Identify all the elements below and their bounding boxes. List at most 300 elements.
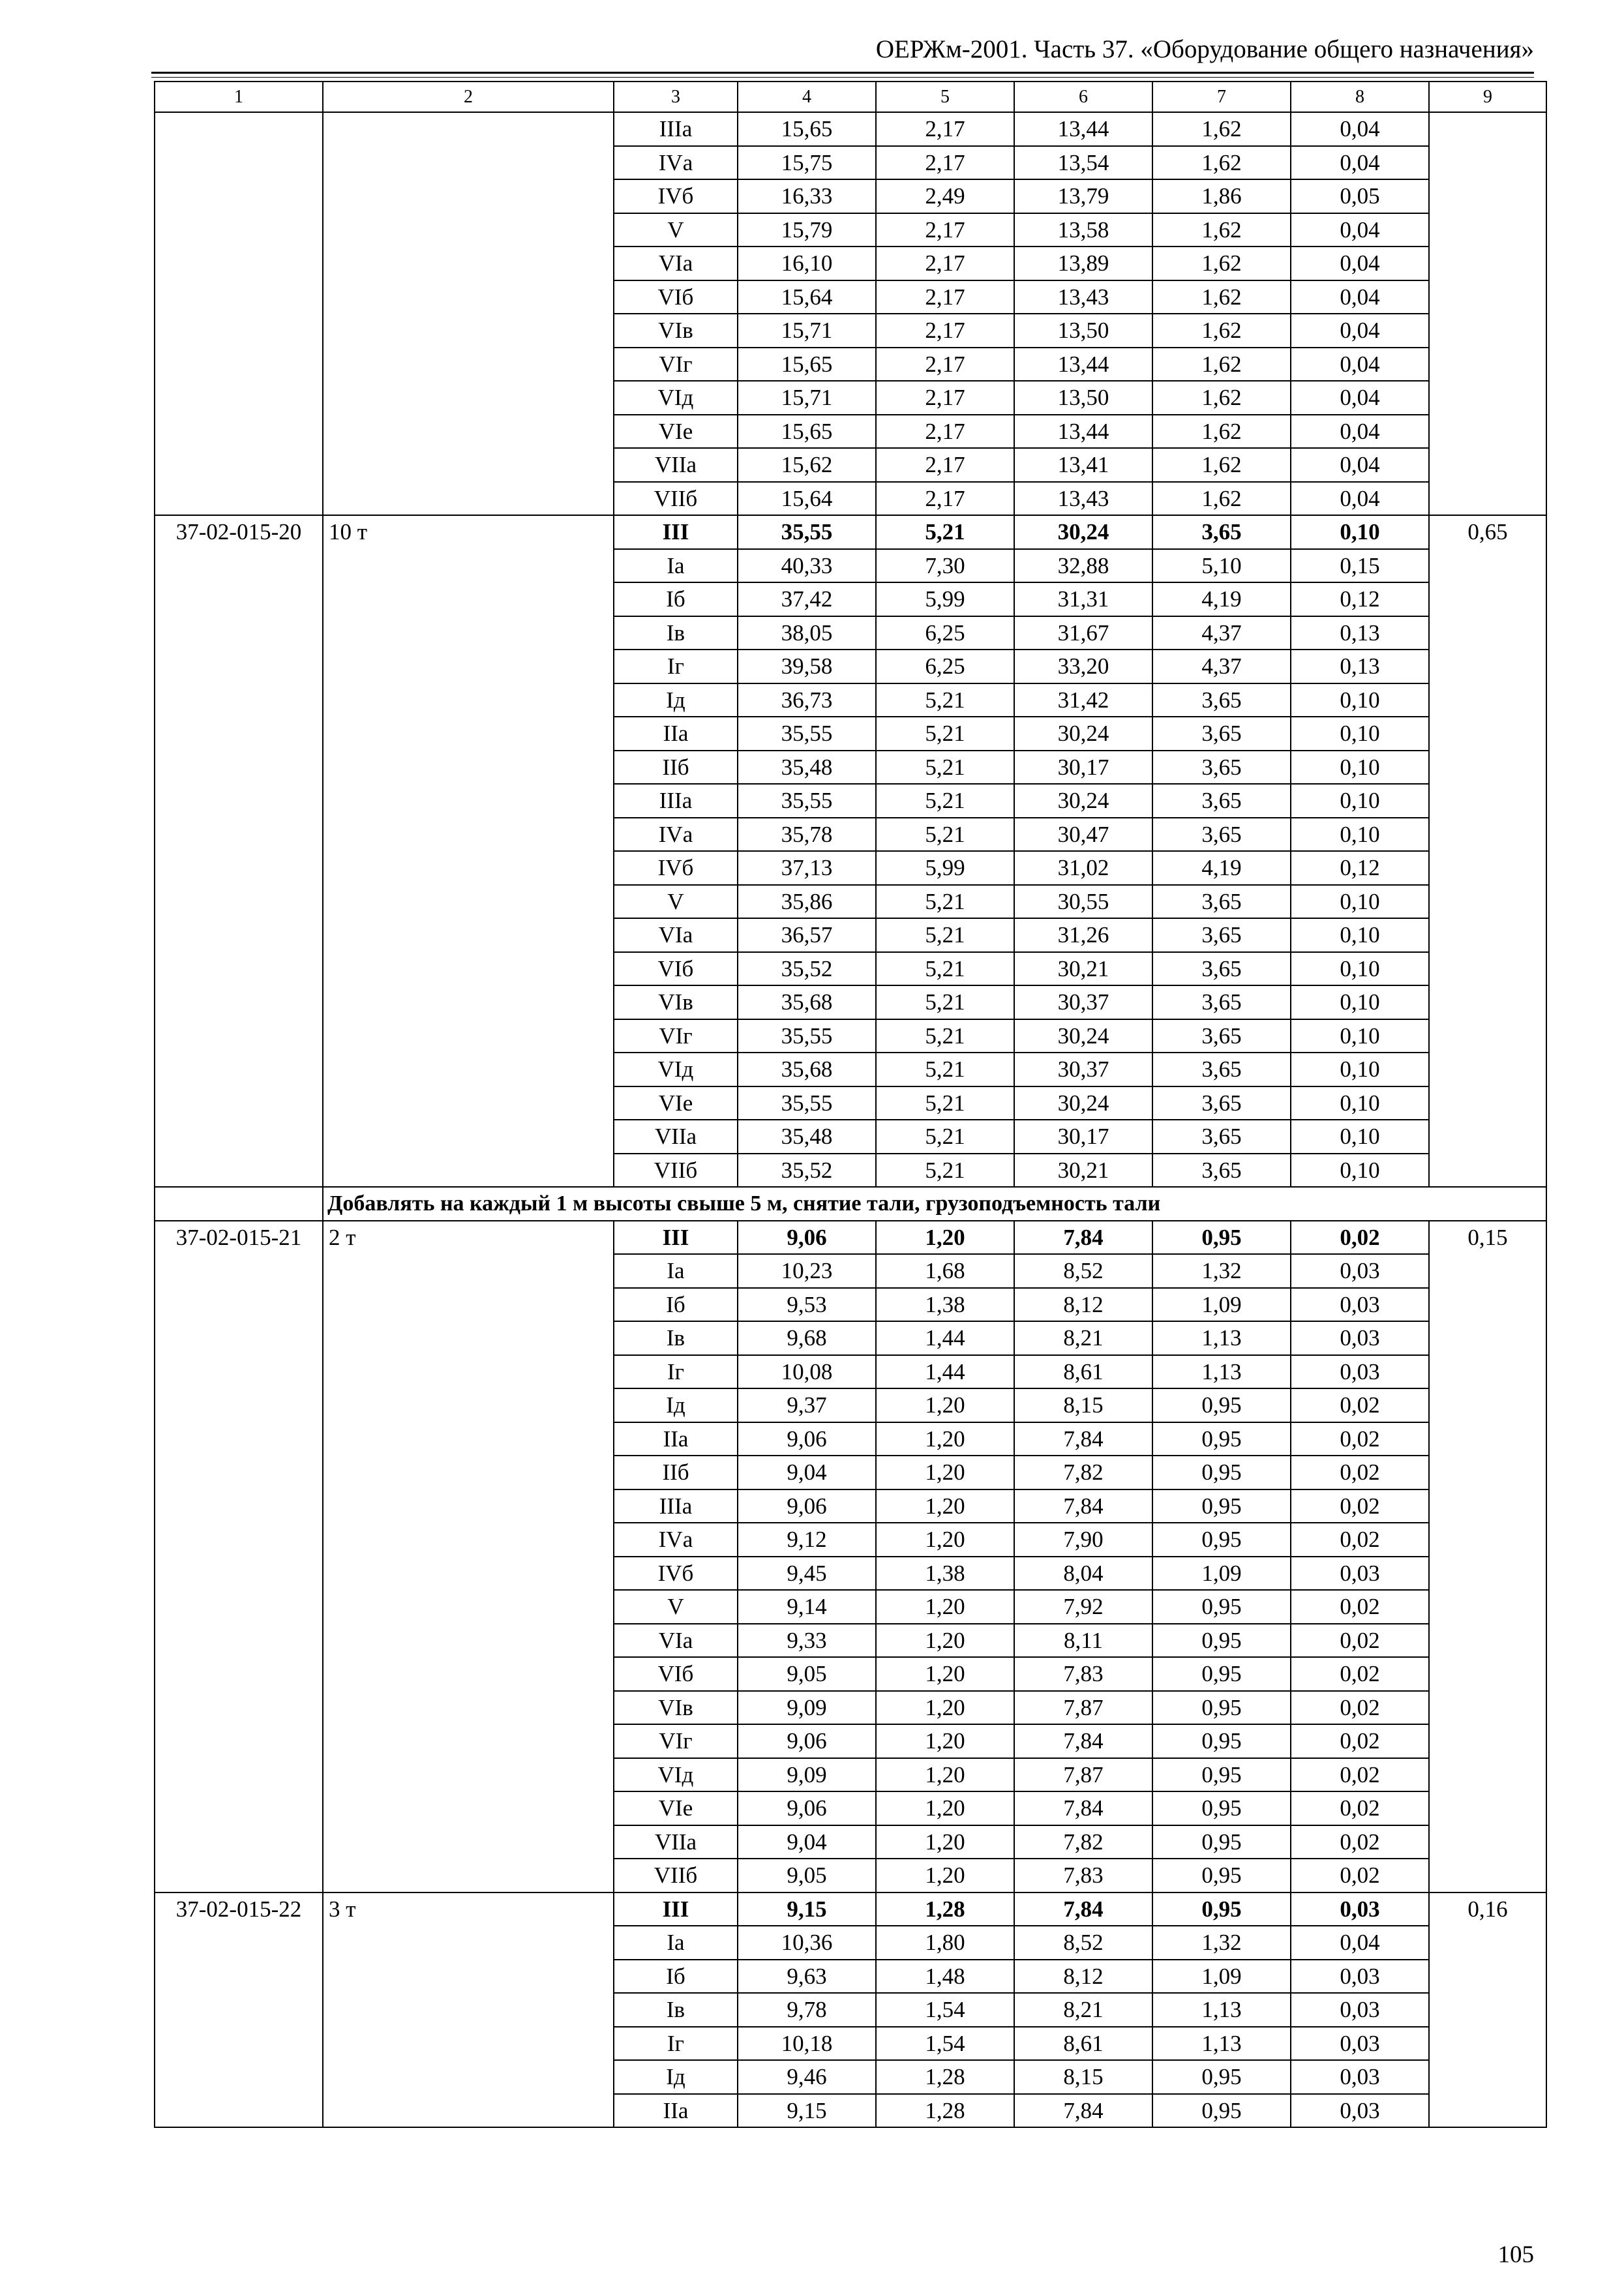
cost-value: 1,20 [876,1388,1014,1422]
temperature-zone: IVа [614,146,738,180]
cost-value: 1,38 [876,1288,1014,1322]
cost-value: 4,37 [1152,650,1291,683]
column-number: 7 [1152,82,1291,112]
cost-value: 8,11 [1014,1624,1152,1658]
cost-value: 1,32 [1152,1254,1291,1288]
cost-value: 2,17 [876,348,1014,382]
temperature-zone: IVа [614,1523,738,1557]
cost-value: 3,65 [1152,1086,1291,1120]
cost-value: 1,13 [1152,1993,1291,2027]
cost-value: 0,13 [1291,650,1429,683]
temperature-zone: VIд [614,1758,738,1792]
cost-value: 5,21 [876,885,1014,919]
cost-value: 0,04 [1291,112,1429,146]
column-number: 1 [155,82,323,112]
cost-value: 0,95 [1152,2094,1291,2128]
cost-value: 31,02 [1014,851,1152,885]
column-9-value: 0,15 [1429,1221,1546,1893]
cost-value: 0,10 [1291,515,1429,549]
cost-value: 8,15 [1014,1388,1152,1422]
cost-value: 9,04 [738,1456,876,1489]
cost-value: 5,21 [876,751,1014,785]
temperature-zone: IIб [614,751,738,785]
temperature-zone: VIв [614,314,738,348]
cost-value: 1,54 [876,1993,1014,2027]
cost-value: 5,21 [876,1154,1014,1188]
cost-value: 3,65 [1152,918,1291,952]
cost-value: 5,21 [876,1086,1014,1120]
cost-value: 0,95 [1152,1624,1291,1658]
cost-value: 35,48 [738,1120,876,1154]
cost-value: 0,04 [1291,381,1429,415]
cost-value: 10,23 [738,1254,876,1288]
cost-value: 1,13 [1152,1321,1291,1355]
cost-value: 0,02 [1291,1489,1429,1523]
cost-value: 0,95 [1152,1523,1291,1557]
temperature-zone: VIе [614,1086,738,1120]
cost-value: 0,02 [1291,1657,1429,1691]
cost-value: 0,03 [1291,1893,1429,1926]
cost-value: 0,04 [1291,247,1429,280]
cost-value: 35,78 [738,818,876,852]
cost-value: 5,21 [876,1019,1014,1053]
cost-value: 30,17 [1014,751,1152,785]
temperature-zone: VIв [614,1691,738,1725]
cost-value: 2,17 [876,381,1014,415]
cost-value: 6,25 [876,616,1014,650]
temperature-zone: VIIб [614,482,738,516]
temperature-zone: Iа [614,1926,738,1960]
cost-value: 0,10 [1291,751,1429,785]
cost-value: 13,89 [1014,247,1152,280]
table-row [155,112,1546,146]
cost-value: 5,21 [876,717,1014,751]
cost-value: 15,71 [738,314,876,348]
cost-value: 1,20 [876,1590,1014,1624]
cost-value: 1,20 [876,1221,1014,1255]
cost-value: 1,20 [876,1456,1014,1489]
hoist-capacity: 3 т [323,1893,614,2128]
cost-value: 30,47 [1014,818,1152,852]
cost-value: 30,37 [1014,1053,1152,1086]
cost-value: 0,95 [1152,1388,1291,1422]
cost-value: 2,17 [876,415,1014,449]
cost-value: 5,21 [876,784,1014,818]
cost-value: 0,95 [1152,1590,1291,1624]
cost-value: 1,20 [876,1523,1014,1557]
cost-value: 1,62 [1152,448,1291,482]
cost-value: 0,04 [1291,213,1429,247]
cost-value: 40,33 [738,549,876,583]
cost-value: 8,21 [1014,1993,1152,2027]
cost-value: 0,03 [1291,2060,1429,2094]
cost-value: 5,21 [876,683,1014,717]
cost-value: 0,95 [1152,1893,1291,1926]
table-row [155,515,1546,549]
column-9-value [1429,112,1546,515]
cost-value: 9,45 [738,1557,876,1591]
cost-value: 9,46 [738,2060,876,2094]
cost-value: 5,21 [876,515,1014,549]
cost-value: 15,65 [738,415,876,449]
cost-value: 0,95 [1152,1758,1291,1792]
cost-value: 8,61 [1014,2027,1152,2061]
cost-value: 1,68 [876,1254,1014,1288]
cost-value: 36,73 [738,683,876,717]
cost-value: 0,10 [1291,1086,1429,1120]
cost-value: 0,10 [1291,1120,1429,1154]
cost-value: 4,19 [1152,851,1291,885]
cost-value: 1,13 [1152,2027,1291,2061]
column-number: 2 [323,82,614,112]
cost-value: 13,41 [1014,448,1152,482]
cost-value: 7,84 [1014,1893,1152,1926]
cost-value: 30,24 [1014,515,1152,549]
rate-code [155,112,323,515]
cost-value: 0,02 [1291,1388,1429,1422]
section-heading-row [155,1187,1546,1221]
cost-value: 31,31 [1014,582,1152,616]
cost-value: 13,50 [1014,381,1152,415]
cost-value: 0,02 [1291,1859,1429,1893]
cost-value: 7,83 [1014,1657,1152,1691]
cost-value: 15,71 [738,381,876,415]
cost-value: 0,95 [1152,1221,1291,1255]
temperature-zone: VIг [614,1724,738,1758]
rate-code: 37-02-015-21 [155,1221,323,1893]
temperature-zone: VIе [614,415,738,449]
cost-value: 1,44 [876,1321,1014,1355]
cost-value: 0,04 [1291,1926,1429,1960]
cost-value: 0,02 [1291,1422,1429,1456]
temperature-zone: V [614,885,738,919]
cost-value: 7,82 [1014,1825,1152,1859]
temperature-zone: V [614,1590,738,1624]
cost-value: 3,65 [1152,751,1291,785]
cost-value: 1,13 [1152,1355,1291,1389]
cost-value: 1,28 [876,2060,1014,2094]
cost-value: 8,12 [1014,1288,1152,1322]
cost-value: 10,36 [738,1926,876,1960]
cost-value: 35,55 [738,515,876,549]
cost-value: 39,58 [738,650,876,683]
cost-value: 0,03 [1291,1321,1429,1355]
cost-value: 13,50 [1014,314,1152,348]
cost-value: 31,67 [1014,616,1152,650]
cost-value: 5,21 [876,985,1014,1019]
temperature-zone: IIа [614,1422,738,1456]
temperature-zone: III [614,515,738,549]
cost-value: 0,02 [1291,1724,1429,1758]
temperature-zone: VIа [614,1624,738,1658]
cost-value: 1,20 [876,1859,1014,1893]
cost-value: 7,87 [1014,1691,1152,1725]
cost-value: 32,88 [1014,549,1152,583]
cost-value: 1,09 [1152,1557,1291,1591]
temperature-zone: Iб [614,1288,738,1322]
header-rule-thin [151,77,1534,78]
rates-table-body [155,82,1546,2127]
cost-value: 8,21 [1014,1321,1152,1355]
temperature-zone: Iб [614,582,738,616]
cost-value: 0,10 [1291,1053,1429,1086]
rate-code: 37-02-015-20 [155,515,323,1187]
cost-value: 0,95 [1152,1456,1291,1489]
cost-value: 0,04 [1291,280,1429,314]
cost-value: 1,20 [876,1422,1014,1456]
column-number: 6 [1014,82,1152,112]
cost-value: 8,61 [1014,1355,1152,1389]
cost-value: 13,79 [1014,179,1152,213]
cost-value: 35,68 [738,985,876,1019]
cost-value: 6,25 [876,650,1014,683]
section-heading: Добавлять на каждый 1 м высоты свыше 5 м, снятие тали, грузоподъемность тали [323,1187,1546,1221]
cost-value: 13,44 [1014,348,1152,382]
temperature-zone: VIб [614,1657,738,1691]
cost-value: 2,17 [876,213,1014,247]
temperature-zone: VIIа [614,448,738,482]
cost-value: 2,17 [876,448,1014,482]
cost-value: 0,13 [1291,616,1429,650]
temperature-zone: IVб [614,1557,738,1591]
cost-value: 0,10 [1291,985,1429,1019]
cost-value: 8,15 [1014,2060,1152,2094]
cost-value: 0,02 [1291,1825,1429,1859]
cost-value: 0,10 [1291,683,1429,717]
cost-value: 1,38 [876,1557,1014,1591]
cost-value: 9,78 [738,1993,876,2027]
cost-value: 2,49 [876,179,1014,213]
cost-value: 0,95 [1152,1791,1291,1825]
cost-value: 9,05 [738,1657,876,1691]
cost-value: 15,64 [738,280,876,314]
cost-value: 0,95 [1152,1859,1291,1893]
cost-value: 1,20 [876,1791,1014,1825]
temperature-zone: IIб [614,1456,738,1489]
cost-value: 9,09 [738,1691,876,1725]
cost-value: 9,33 [738,1624,876,1658]
cost-value: 31,26 [1014,918,1152,952]
temperature-zone: Iв [614,616,738,650]
temperature-zone: VIIб [614,1859,738,1893]
cost-value: 30,21 [1014,1154,1152,1188]
cost-value: 0,10 [1291,717,1429,751]
cost-value: 13,44 [1014,112,1152,146]
cost-value: 3,65 [1152,1019,1291,1053]
cost-value: 1,09 [1152,1288,1291,1322]
cost-value: 30,55 [1014,885,1152,919]
cost-value: 1,20 [876,1724,1014,1758]
cost-value: 0,04 [1291,448,1429,482]
cost-value: 36,57 [738,918,876,952]
cost-value: 1,48 [876,1960,1014,1994]
cost-value: 0,95 [1152,1422,1291,1456]
cost-value: 30,24 [1014,717,1152,751]
cost-value: 35,52 [738,952,876,986]
cost-value: 15,65 [738,112,876,146]
cost-value: 7,87 [1014,1758,1152,1792]
cost-value: 1,20 [876,1825,1014,1859]
cost-value: 0,10 [1291,952,1429,986]
cost-value: 13,54 [1014,146,1152,180]
cost-value: 8,12 [1014,1960,1152,1994]
cost-value: 0,02 [1291,1590,1429,1624]
cost-value: 1,80 [876,1926,1014,1960]
cost-value: 3,65 [1152,784,1291,818]
cost-value: 9,09 [738,1758,876,1792]
cost-value: 1,28 [876,2094,1014,2128]
temperature-zone: VIб [614,952,738,986]
section-heading-spacer [155,1187,323,1221]
cost-value: 0,04 [1291,348,1429,382]
hoist-capacity [323,112,614,515]
cost-value: 1,62 [1152,146,1291,180]
cost-value: 3,65 [1152,885,1291,919]
cost-value: 9,14 [738,1590,876,1624]
cost-value: 35,52 [738,1154,876,1188]
cost-value: 0,10 [1291,1154,1429,1188]
cost-value: 5,99 [876,851,1014,885]
cost-value: 1,62 [1152,348,1291,382]
cost-value: 10,08 [738,1355,876,1389]
temperature-zone: IIIа [614,784,738,818]
cost-value: 9,06 [738,1724,876,1758]
cost-value: 5,21 [876,918,1014,952]
temperature-zone: IIа [614,2094,738,2128]
temperature-zone: III [614,1221,738,1255]
temperature-zone: IVа [614,818,738,852]
cost-value: 37,13 [738,851,876,885]
temperature-zone: Iг [614,1355,738,1389]
temperature-zone: VIд [614,1053,738,1086]
cost-value: 3,65 [1152,952,1291,986]
cost-value: 2,17 [876,247,1014,280]
cost-value: 7,92 [1014,1590,1152,1624]
cost-value: 30,21 [1014,952,1152,986]
cost-value: 35,86 [738,885,876,919]
cost-value: 1,20 [876,1657,1014,1691]
cost-value: 0,02 [1291,1221,1429,1255]
temperature-zone: IVб [614,179,738,213]
cost-value: 2,17 [876,146,1014,180]
temperature-zone: IIIа [614,1489,738,1523]
cost-value: 8,04 [1014,1557,1152,1591]
table-row [155,1893,1546,1926]
cost-value: 8,52 [1014,1254,1152,1288]
cost-value: 0,03 [1291,2094,1429,2128]
cost-value: 38,05 [738,616,876,650]
temperature-zone: Iг [614,650,738,683]
cost-value: 0,03 [1291,1254,1429,1288]
cost-value: 16,10 [738,247,876,280]
cost-value: 0,95 [1152,2060,1291,2094]
temperature-zone: Iд [614,2060,738,2094]
cost-value: 3,65 [1152,1053,1291,1086]
cost-value: 0,10 [1291,918,1429,952]
cost-value: 3,65 [1152,985,1291,1019]
cost-value: 0,95 [1152,1489,1291,1523]
cost-value: 3,65 [1152,683,1291,717]
temperature-zone: VIг [614,348,738,382]
cost-value: 1,62 [1152,213,1291,247]
cost-value: 7,83 [1014,1859,1152,1893]
cost-value: 2,17 [876,314,1014,348]
cost-value: 15,62 [738,448,876,482]
cost-value: 7,84 [1014,1221,1152,1255]
rate-code: 37-02-015-22 [155,1893,323,2128]
cost-value: 1,20 [876,1624,1014,1658]
cost-value: 13,43 [1014,280,1152,314]
cost-value: 30,17 [1014,1120,1152,1154]
temperature-zone: V [614,213,738,247]
cost-value: 5,21 [876,818,1014,852]
temperature-zone: Iв [614,1321,738,1355]
temperature-zone: III [614,1893,738,1926]
temperature-zone: Iд [614,1388,738,1422]
cost-value: 8,52 [1014,1926,1152,1960]
cost-value: 9,12 [738,1523,876,1557]
cost-value: 0,04 [1291,314,1429,348]
cost-value: 0,95 [1152,1691,1291,1725]
cost-value: 1,44 [876,1355,1014,1389]
cost-value: 0,10 [1291,784,1429,818]
cost-value: 0,04 [1291,146,1429,180]
cost-value: 2,17 [876,280,1014,314]
cost-value: 0,95 [1152,1657,1291,1691]
column-9-value: 0,16 [1429,1893,1546,2128]
cost-value: 1,62 [1152,482,1291,516]
cost-value: 15,79 [738,213,876,247]
cost-value: 7,30 [876,549,1014,583]
cost-value: 3,65 [1152,818,1291,852]
temperature-zone: VIд [614,381,738,415]
cost-value: 0,05 [1291,179,1429,213]
cost-value: 1,54 [876,2027,1014,2061]
cost-value: 31,42 [1014,683,1152,717]
column-number: 3 [614,82,738,112]
header-rule-thick [151,72,1534,74]
cost-value: 1,62 [1152,112,1291,146]
temperature-zone: VIа [614,247,738,280]
cost-value: 13,44 [1014,415,1152,449]
cost-value: 1,20 [876,1489,1014,1523]
cost-value: 15,75 [738,146,876,180]
cost-value: 35,55 [738,1086,876,1120]
cost-value: 3,65 [1152,1120,1291,1154]
cost-value: 7,84 [1014,1422,1152,1456]
temperature-zone: IIIа [614,112,738,146]
cost-value: 35,48 [738,751,876,785]
cost-value: 35,55 [738,1019,876,1053]
temperature-zone: Iа [614,549,738,583]
cost-value: 0,10 [1291,818,1429,852]
temperature-zone: Iг [614,2027,738,2061]
cost-value: 7,84 [1014,1791,1152,1825]
temperature-zone: VIIа [614,1120,738,1154]
cost-value: 3,65 [1152,717,1291,751]
cost-value: 0,10 [1291,1019,1429,1053]
column-9-value: 0,65 [1429,515,1546,1187]
cost-value: 0,03 [1291,1557,1429,1591]
cost-value: 0,95 [1152,1825,1291,1859]
temperature-zone: Iа [614,1254,738,1288]
cost-value: 0,12 [1291,582,1429,616]
cost-value: 1,62 [1152,415,1291,449]
cost-value: 9,06 [738,1791,876,1825]
cost-value: 1,28 [876,1893,1014,1926]
cost-value: 0,03 [1291,1355,1429,1389]
cost-value: 13,43 [1014,482,1152,516]
